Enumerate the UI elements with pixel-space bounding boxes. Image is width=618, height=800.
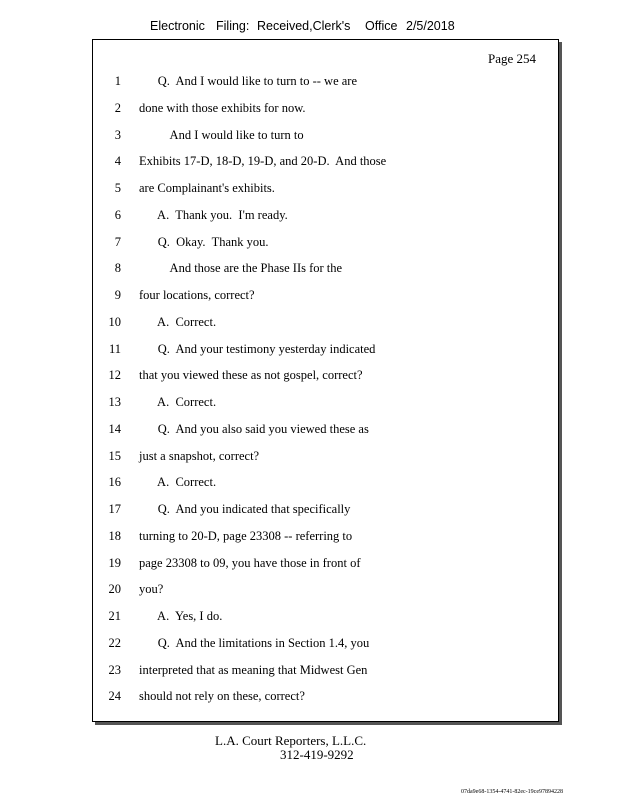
transcript-line <box>93 663 558 683</box>
line-text: A. Yes, I do. <box>139 609 223 623</box>
transcript-line <box>93 181 558 201</box>
transcript-line <box>93 315 558 335</box>
transcript-page <box>92 39 559 722</box>
line-text: Q. And the limitations in Section 1.4, you <box>139 635 370 650</box>
line-number: 6 <box>114 207 121 222</box>
line-number: 14 <box>108 421 121 436</box>
transcript-line <box>93 475 558 495</box>
transcript-line <box>93 261 558 281</box>
line-number: 8 <box>114 261 121 276</box>
line-text: should not rely on these, correct? <box>139 689 305 704</box>
line-text: are Complainant's exhibits. <box>139 181 275 195</box>
line-text: A. Thank you. I'm ready. <box>139 207 288 222</box>
line-text: that you viewed these as not gospel, correct? <box>139 368 363 383</box>
transcript-line <box>93 288 558 308</box>
reporter-phone: 312-419-9292 <box>280 747 354 762</box>
line-number: 12 <box>108 368 121 383</box>
line-text: And those are the Phase IIs for the <box>139 261 343 276</box>
filing-word-received: Received,Clerk's <box>257 19 351 33</box>
line-text: Q. And I would like to turn to -- we are <box>139 74 358 88</box>
line-number: 24 <box>108 689 121 704</box>
line-text: And I would like to turn to <box>139 127 304 142</box>
line-number: 23 <box>108 662 121 677</box>
transcript-line <box>93 449 558 469</box>
transcript-line <box>93 422 558 442</box>
transcript-line <box>93 208 558 228</box>
transcript-line <box>93 235 558 255</box>
transcript-line <box>93 128 558 148</box>
line-number: 9 <box>114 288 121 302</box>
line-text: four locations, correct? <box>139 288 255 302</box>
line-number: 4 <box>114 154 121 169</box>
line-text: Q. And your testimony yesterday indicated <box>139 341 376 356</box>
line-text: A. Correct. <box>139 314 217 329</box>
line-number: 15 <box>108 448 121 463</box>
line-text: you? <box>139 582 164 597</box>
line-text: page 23308 to 09, you have those in front of <box>139 555 361 570</box>
filing-word-office: Office <box>365 19 398 33</box>
line-number: 1 <box>114 74 121 88</box>
line-number: 10 <box>108 314 121 329</box>
line-text: Q. And you also said you viewed these as <box>139 421 369 436</box>
line-number: 3 <box>114 127 121 142</box>
transcript-line <box>93 689 558 709</box>
line-text: just a snapshot, correct? <box>139 448 260 463</box>
line-text: A. Correct. <box>139 475 217 490</box>
reporter-company: L.A. Court Reporters, L.L.C. <box>215 733 367 748</box>
line-text: turning to 20-D, page 23308 -- referring to <box>139 528 353 543</box>
transcript-line <box>93 368 558 388</box>
line-number: 5 <box>114 181 121 195</box>
line-number: 21 <box>108 609 121 623</box>
filing-word-electronic: Electronic <box>150 19 205 33</box>
transcript-line <box>93 342 558 362</box>
line-number: 16 <box>108 475 121 490</box>
transcript-line <box>93 101 558 121</box>
transcript-line <box>93 582 558 602</box>
transcript-line <box>93 556 558 576</box>
line-number: 11 <box>108 341 121 356</box>
page-number: Page 254 <box>487 51 536 66</box>
transcript-line <box>93 395 558 415</box>
line-number: 7 <box>114 234 121 249</box>
line-number: 20 <box>108 582 121 597</box>
line-text: Exhibits 17-D, 18-D, 19-D, and 20-D. And those <box>139 154 387 169</box>
line-number: 2 <box>114 100 121 115</box>
filing-date: 2/5/2018 <box>406 19 455 33</box>
filing-word-filing: Filing: <box>216 19 250 33</box>
transcript-line <box>93 609 558 629</box>
line-number: 19 <box>108 555 121 570</box>
line-number: 17 <box>108 502 121 516</box>
transcript-line <box>93 636 558 656</box>
transcript-line <box>93 154 558 174</box>
line-number: 22 <box>108 635 121 650</box>
document-id: 07da9e68-1354-4741-82ec-19ce97894228 <box>461 789 563 795</box>
transcript-line <box>93 74 558 94</box>
line-text: A. Correct. <box>139 395 217 409</box>
transcript-line <box>93 529 558 549</box>
line-number: 18 <box>108 528 121 543</box>
line-text: done with those exhibits for now. <box>139 100 306 115</box>
line-text: Q. Okay. Thank you. <box>139 234 269 249</box>
line-number: 13 <box>108 395 121 409</box>
transcript-line <box>93 502 558 522</box>
line-text: Q. And you indicated that specifically <box>139 502 351 516</box>
line-text: interpreted that as meaning that Midwest Gen <box>139 662 368 677</box>
